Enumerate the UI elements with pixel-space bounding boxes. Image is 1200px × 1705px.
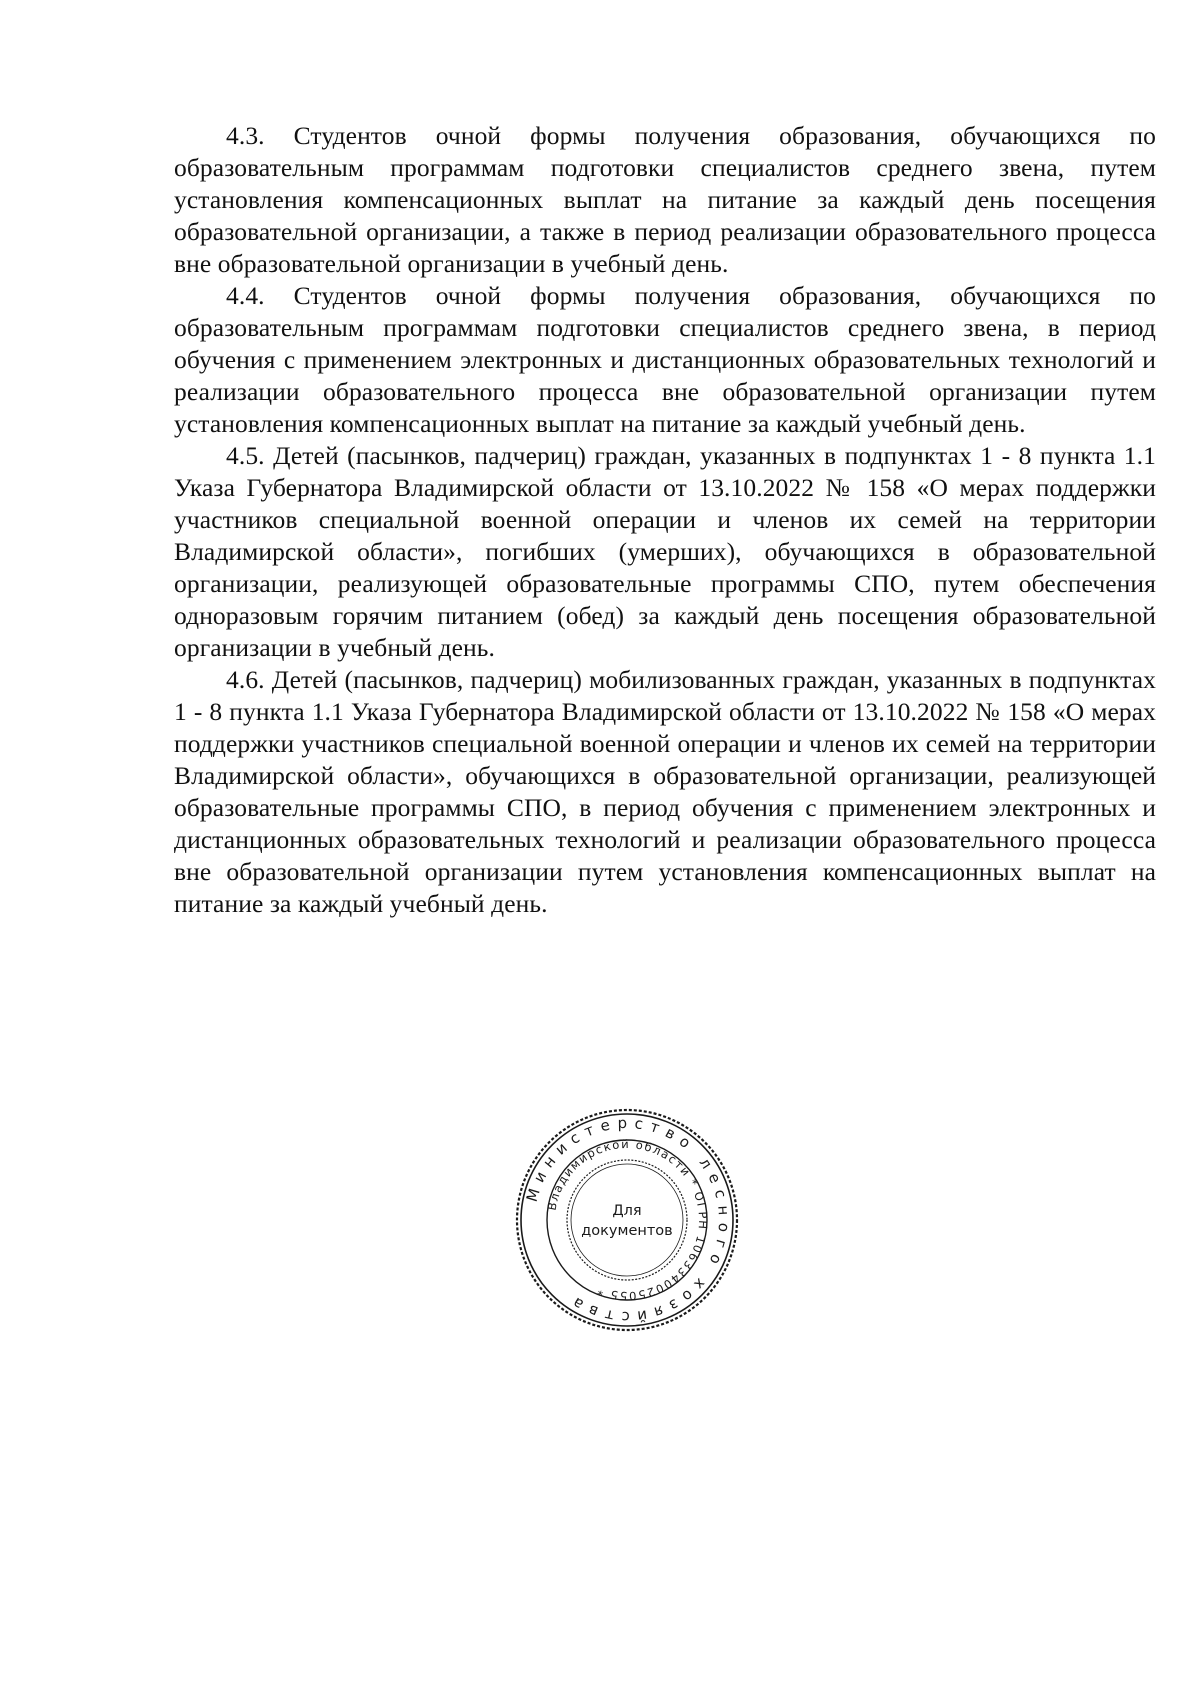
seal-center-line1: Для <box>612 1203 642 1219</box>
paragraph-4-5: 4.5. Детей (пасынков, падчериц) граждан, указанных в подпунктах 1 - 8 пункта 1.1 Указа Губернатора Владимирской области от 13.10.2022 № 158 «О мерах поддержки участников специальной военной операции и членов их семей на территории Владимирской области», погибших (умерших), обучающихся в образовательной организации, реализующей образовательные программы СПО, путем обеспечения одноразовым горячим питанием (обед) за каждый день посещения образовательной организации в учебный день. <box>174 441 1156 662</box>
seal-center-line2: документов <box>581 1223 673 1239</box>
official-seal <box>512 1105 742 1335</box>
seal-outer-text: Министерство лесного хозяйства <box>522 1113 734 1327</box>
document-body <box>174 120 1156 920</box>
seal-icon <box>512 1105 742 1335</box>
paragraph-4-4: 4.4. Студентов очной формы получения образования, обучающихся по образовательным программам подготовки специалистов среднего звена, в период обучения с применением электронных и дистанционных образовательных технологий и реализации образовательного процесса вне образовательной организации путем установления компенсационных выплат на питание за каждый учебный день. <box>174 281 1156 438</box>
paragraph-4-3: 4.3. Студентов очной формы получения образования, обучающихся по образовательным программам подготовки специалистов среднего звена, путем установления компенсационных выплат на питание за каждый день посещения образовательной организации, а также в период реализации образовательного процесса вне образовательной организации в учебный день. <box>174 121 1156 278</box>
paragraph-4-6: 4.6. Детей (пасынков, падчериц) мобилизованных граждан, указанных в подпунктах 1 - 8 пункта 1.1 Указа Губернатора Владимирской области от 13.10.2022 № 158 «О мерах поддержки участников специальной военной операции и членов их семей на территории Владимирской области», обучающихся в образовательной организации, реализующей образовательные программы СПО, в период обучения с применением электронных и дистанционных образовательных технологий и реализации образовательного процесса вне образовательной организации путем установления компенсационных выплат на питание за каждый учебный день. <box>174 665 1156 918</box>
seal-inner-text: Владимирской области * ОГРН 1063340025055 * <box>544 1136 711 1304</box>
svg-text:Владимирской области * ОГРН 10 <box>545 1137 711 1303</box>
